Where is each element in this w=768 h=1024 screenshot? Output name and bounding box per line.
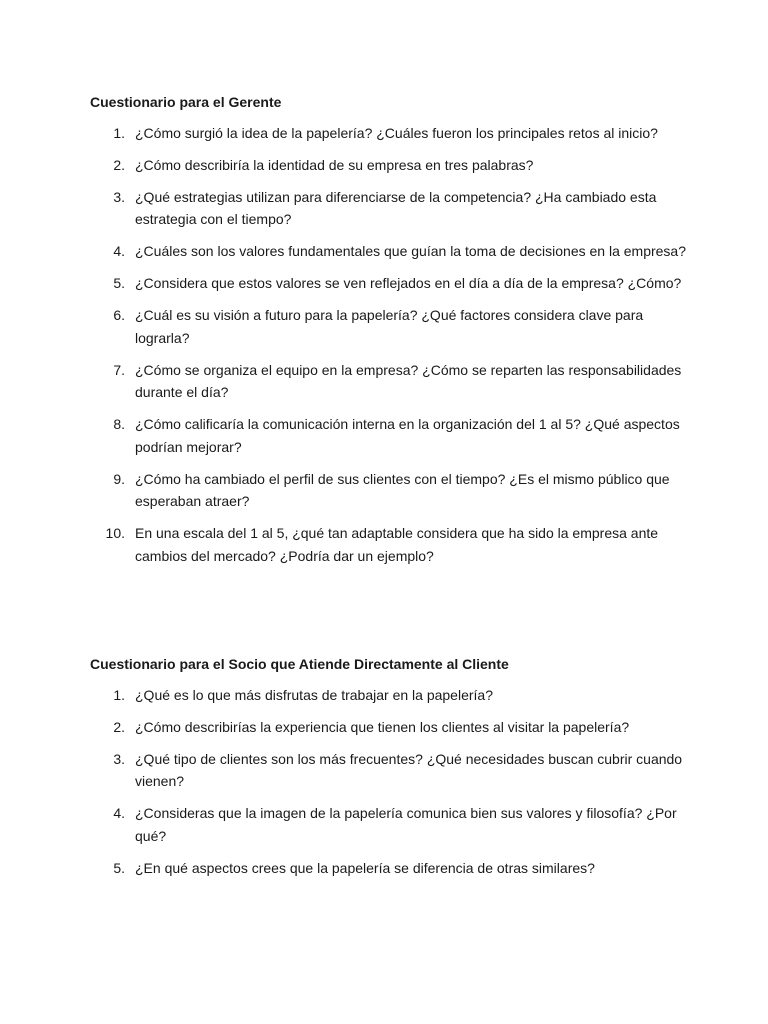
list-number: 2.	[113, 718, 125, 735]
list-number: 7.	[113, 361, 125, 378]
question-text: ¿Qué estrategias utilizan para diferenciarse de la competencia? ¿Ha cambiado esta estrategia con el tiempo?	[135, 188, 657, 227]
list-item	[90, 748, 690, 793]
list-number: 4.	[113, 805, 125, 821]
list-number: 2.	[113, 156, 125, 173]
list-item	[90, 802, 690, 847]
question-list	[90, 684, 690, 880]
question-text: ¿Cuáles son los valores fundamentales que guían la toma de decisiones en la empresa?	[135, 243, 686, 259]
list-item	[90, 154, 690, 177]
question-text: ¿Cómo se organiza el equipo en la empresa? ¿Cómo se reparten las responsabilidades durante el día?	[135, 361, 682, 400]
list-item	[90, 359, 690, 404]
question-text: ¿Cómo describiría la identidad de su empresa en tres palabras?	[135, 156, 534, 173]
list-item	[90, 272, 690, 295]
list-number: 9.	[113, 470, 125, 487]
question-text: ¿Cómo surgió la idea de la papelería? ¿Cuáles fueron los principales retos al inicio?	[135, 124, 658, 141]
question-text: ¿Consideras que la imagen de la papelería comunica bien sus valores y filosofía? ¿Por qué?	[135, 805, 677, 844]
list-item	[90, 186, 690, 231]
list-item	[90, 304, 690, 349]
list-number: 10.	[105, 525, 125, 541]
question-text: En una escala del 1 al 5, ¿qué tan adaptable considera que ha sido la empresa ante cambios del mercado? ¿Podría dar un ejemplo?	[135, 525, 659, 564]
question-text: ¿Qué es lo que más disfrutas de trabajar en la papelería?	[135, 686, 493, 703]
section-title: Cuestionario para el Gerente	[90, 94, 282, 110]
list-item	[90, 468, 690, 513]
section-gerente	[90, 93, 690, 567]
list-number: 5.	[113, 275, 125, 291]
list-number: 3.	[113, 750, 125, 767]
list-item	[90, 122, 690, 145]
list-number: 1.	[113, 686, 125, 703]
list-number: 4.	[113, 243, 125, 259]
list-number: 6.	[113, 307, 125, 323]
list-item	[90, 240, 690, 263]
list-number: 5.	[113, 859, 125, 876]
section-title: Cuestionario para el Socio que Atiende Directamente al Cliente	[90, 656, 509, 672]
list-number: 3.	[113, 188, 125, 205]
list-number: 1.	[113, 124, 125, 141]
question-text: ¿En qué aspectos crees que la papelería se diferencia de otras similares?	[135, 859, 595, 876]
question-list	[90, 122, 690, 568]
list-item	[90, 522, 690, 567]
question-text: ¿Considera que estos valores se ven reflejados en el día a día de la empresa? ¿Cómo?	[135, 275, 682, 291]
question-text: ¿Cómo describirías la experiencia que tienen los clientes al visitar la papelería?	[135, 718, 630, 735]
question-text: ¿Cuál es su visión a futuro para la papelería? ¿Qué factores considera clave para lograrla?	[135, 307, 644, 346]
list-item	[90, 716, 690, 739]
question-text: ¿Cómo calificaría la comunicación interna en la organización del 1 al 5? ¿Qué aspectos podrían mejorar?	[135, 416, 680, 455]
list-item	[90, 857, 690, 880]
list-item	[90, 684, 690, 707]
section-socio	[90, 655, 690, 879]
list-item	[90, 413, 690, 458]
question-text: ¿Qué tipo de clientes son los más frecuentes? ¿Qué necesidades buscan cubrir cuando vienen?	[135, 750, 683, 789]
list-number: 8.	[113, 416, 125, 432]
question-text: ¿Cómo ha cambiado el perfil de sus clientes con el tiempo? ¿Es el mismo público que esperaban atraer?	[135, 470, 670, 509]
